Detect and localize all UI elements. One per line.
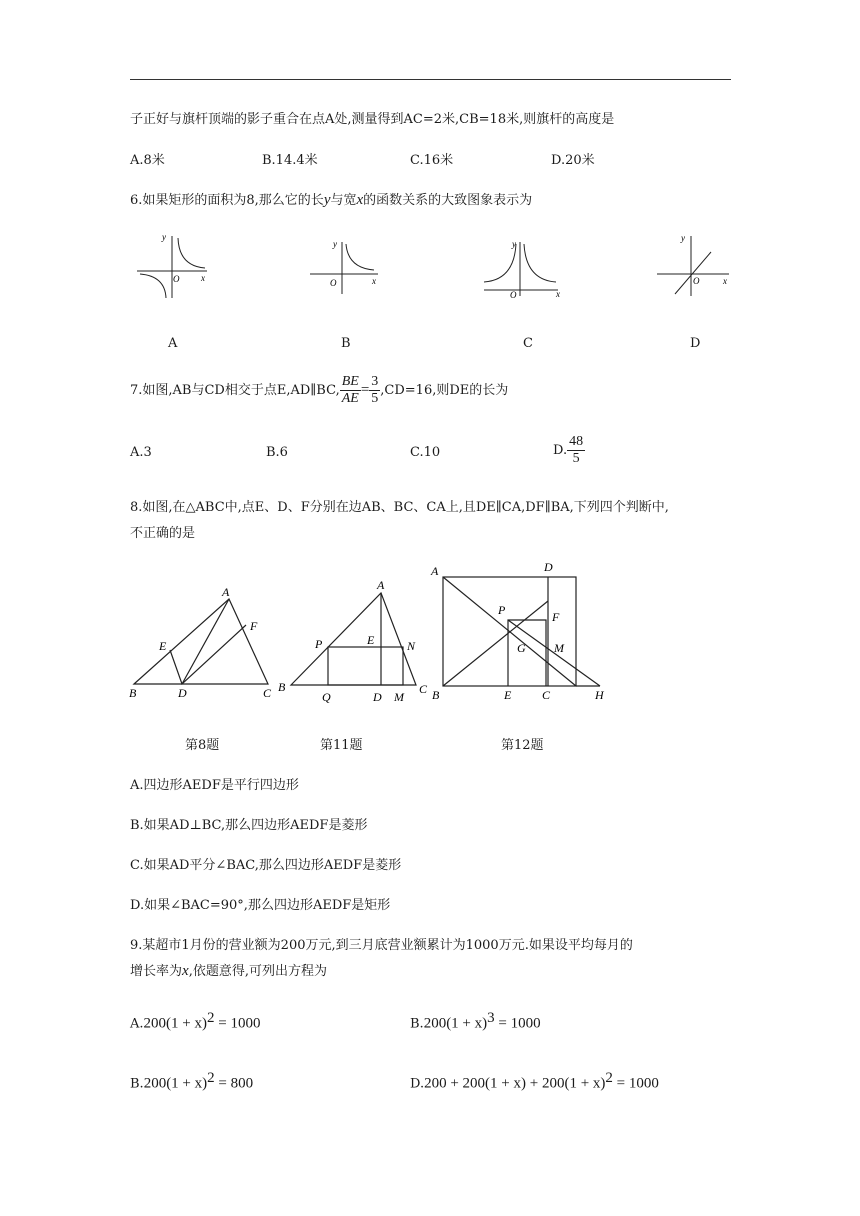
q5-option-c: C.16米 — [410, 153, 454, 168]
graph-a-y-label: y — [162, 232, 166, 242]
graph-c-label: C — [523, 336, 533, 351]
q7-option-c: C.10 — [410, 445, 441, 460]
figure-8 — [126, 582, 276, 702]
q5-option-d: D.20米 — [551, 153, 595, 168]
svg-text:H: H — [595, 688, 604, 702]
q5-option-b: B.14.4米 — [262, 153, 318, 168]
svg-text:A: A — [377, 578, 385, 592]
q7-value-fraction: $\frac{3}{5}$ — [371, 374, 379, 406]
q8-line-1: 8.如图,在△ABC中,点E、D、F分别在边AB、BC、CA上,且DE∥CA,DF∥BA,下列四个判断中, — [130, 500, 669, 515]
q9-option-b: $B.200(1 + x)^3 = 1000$ — [410, 1010, 541, 1032]
graph-d-y-label: y — [681, 233, 685, 243]
q8-line-2: 不正确的是 — [130, 526, 196, 541]
svg-text:P: P — [315, 637, 323, 651]
svg-text:D: D — [178, 686, 187, 700]
header-rule — [130, 79, 731, 80]
svg-text:Q: Q — [322, 690, 331, 704]
svg-text:N: N — [407, 639, 416, 653]
figure-11 — [276, 576, 436, 706]
svg-text:B: B — [129, 686, 137, 700]
graph-b — [308, 236, 383, 296]
q8-option-a: A.四边形AEDF是平行四边形 — [130, 778, 299, 793]
svg-text:P: P — [498, 603, 506, 617]
q7-option-d: D. $\frac{48}{5}$ — [553, 434, 584, 466]
q7-text: 7.如图,AB与CD相交于点E,AD∥BC, $\frac{BE}{AE}$ = $\frac{3}{5}$ ,CD=16,则DE的长为 — [130, 374, 509, 406]
graph-d-label: D — [690, 336, 701, 351]
graph-b-x-label: x — [372, 276, 376, 286]
q7-option-a: A.3 — [130, 445, 152, 460]
svg-text:C: C — [419, 682, 428, 696]
svg-text:C: C — [263, 686, 272, 700]
svg-text:D: D — [544, 560, 553, 574]
q9-line-1: 9.某超市1月份的营业额为200万元,到三月底营业额累计为1000万元.如果设平均每月的 — [130, 938, 633, 953]
q6-text: 6.如果矩形的面积为8,那么它的长y与宽x的函数关系的大致图象表示为 — [130, 192, 533, 208]
q5-option-a: A.8米 — [130, 153, 165, 168]
svg-text:B: B — [432, 688, 440, 702]
q9-option-a: $A.200(1 + x)^2 = 1000$ — [130, 1010, 261, 1032]
graph-a-origin: O — [173, 274, 180, 284]
q9-line-2: 增长率为x,依题意得,可列出方程为 — [130, 963, 327, 979]
figure-12 — [428, 558, 613, 708]
graph-d-origin: O — [693, 276, 700, 286]
svg-text:E: E — [159, 639, 167, 653]
svg-text:C: C — [542, 688, 551, 702]
svg-text:A: A — [431, 564, 439, 578]
graph-d — [655, 230, 735, 298]
graph-a — [135, 230, 215, 300]
graph-c — [482, 236, 566, 298]
graph-c-origin: O — [510, 290, 517, 298]
graph-b-y-label: y — [333, 239, 337, 249]
svg-text:B: B — [278, 680, 286, 694]
q8-option-d: D.如果∠BAC=90°,那么四边形AEDF是矩形 — [130, 898, 391, 913]
svg-text:M: M — [554, 641, 564, 655]
graph-b-label: B — [341, 336, 351, 351]
graph-a-x-label: x — [201, 273, 205, 283]
q9-option-c: $B.200(1 + x)^2 = 800$ — [130, 1070, 254, 1092]
svg-text:E: E — [504, 688, 512, 702]
svg-text:F: F — [250, 619, 258, 633]
q8-option-c: C.如果AD平分∠BAC,那么四边形AEDF是菱形 — [130, 858, 402, 873]
q7-option-d-fraction: $\frac{48}{5}$ — [569, 434, 584, 466]
graph-c-y-label: y — [512, 239, 516, 249]
svg-text:E: E — [367, 633, 375, 647]
q8-option-b: B.如果AD⊥BC,那么四边形AEDF是菱形 — [130, 818, 368, 833]
graph-c-x-label: x — [556, 289, 560, 298]
svg-text:M: M — [394, 690, 404, 704]
caption-figure-8: 第8题 — [185, 738, 220, 753]
graph-d-x-label: x — [723, 276, 727, 286]
q7-option-b: B.6 — [266, 445, 288, 460]
q5-text: 子正好与旗杆顶端的影子重合在点A处,测量得到AC=2米,CB=18米,则旗杆的高度是 — [130, 112, 615, 127]
caption-figure-11: 第11题 — [320, 738, 363, 753]
q9-option-d: $D.200 + 200(1 + x) + 200(1 + x)^2 = 1000$ — [410, 1070, 659, 1092]
q7-ratio-fraction: $\frac{BE}{AE}$ — [341, 374, 359, 406]
svg-text:G: G — [517, 641, 526, 655]
caption-figure-12: 第12题 — [501, 738, 544, 753]
svg-text:A: A — [222, 585, 230, 599]
graph-a-label: A — [168, 336, 178, 351]
svg-text:F: F — [552, 610, 560, 624]
graph-b-origin: O — [330, 278, 337, 288]
svg-text:D: D — [373, 690, 382, 704]
